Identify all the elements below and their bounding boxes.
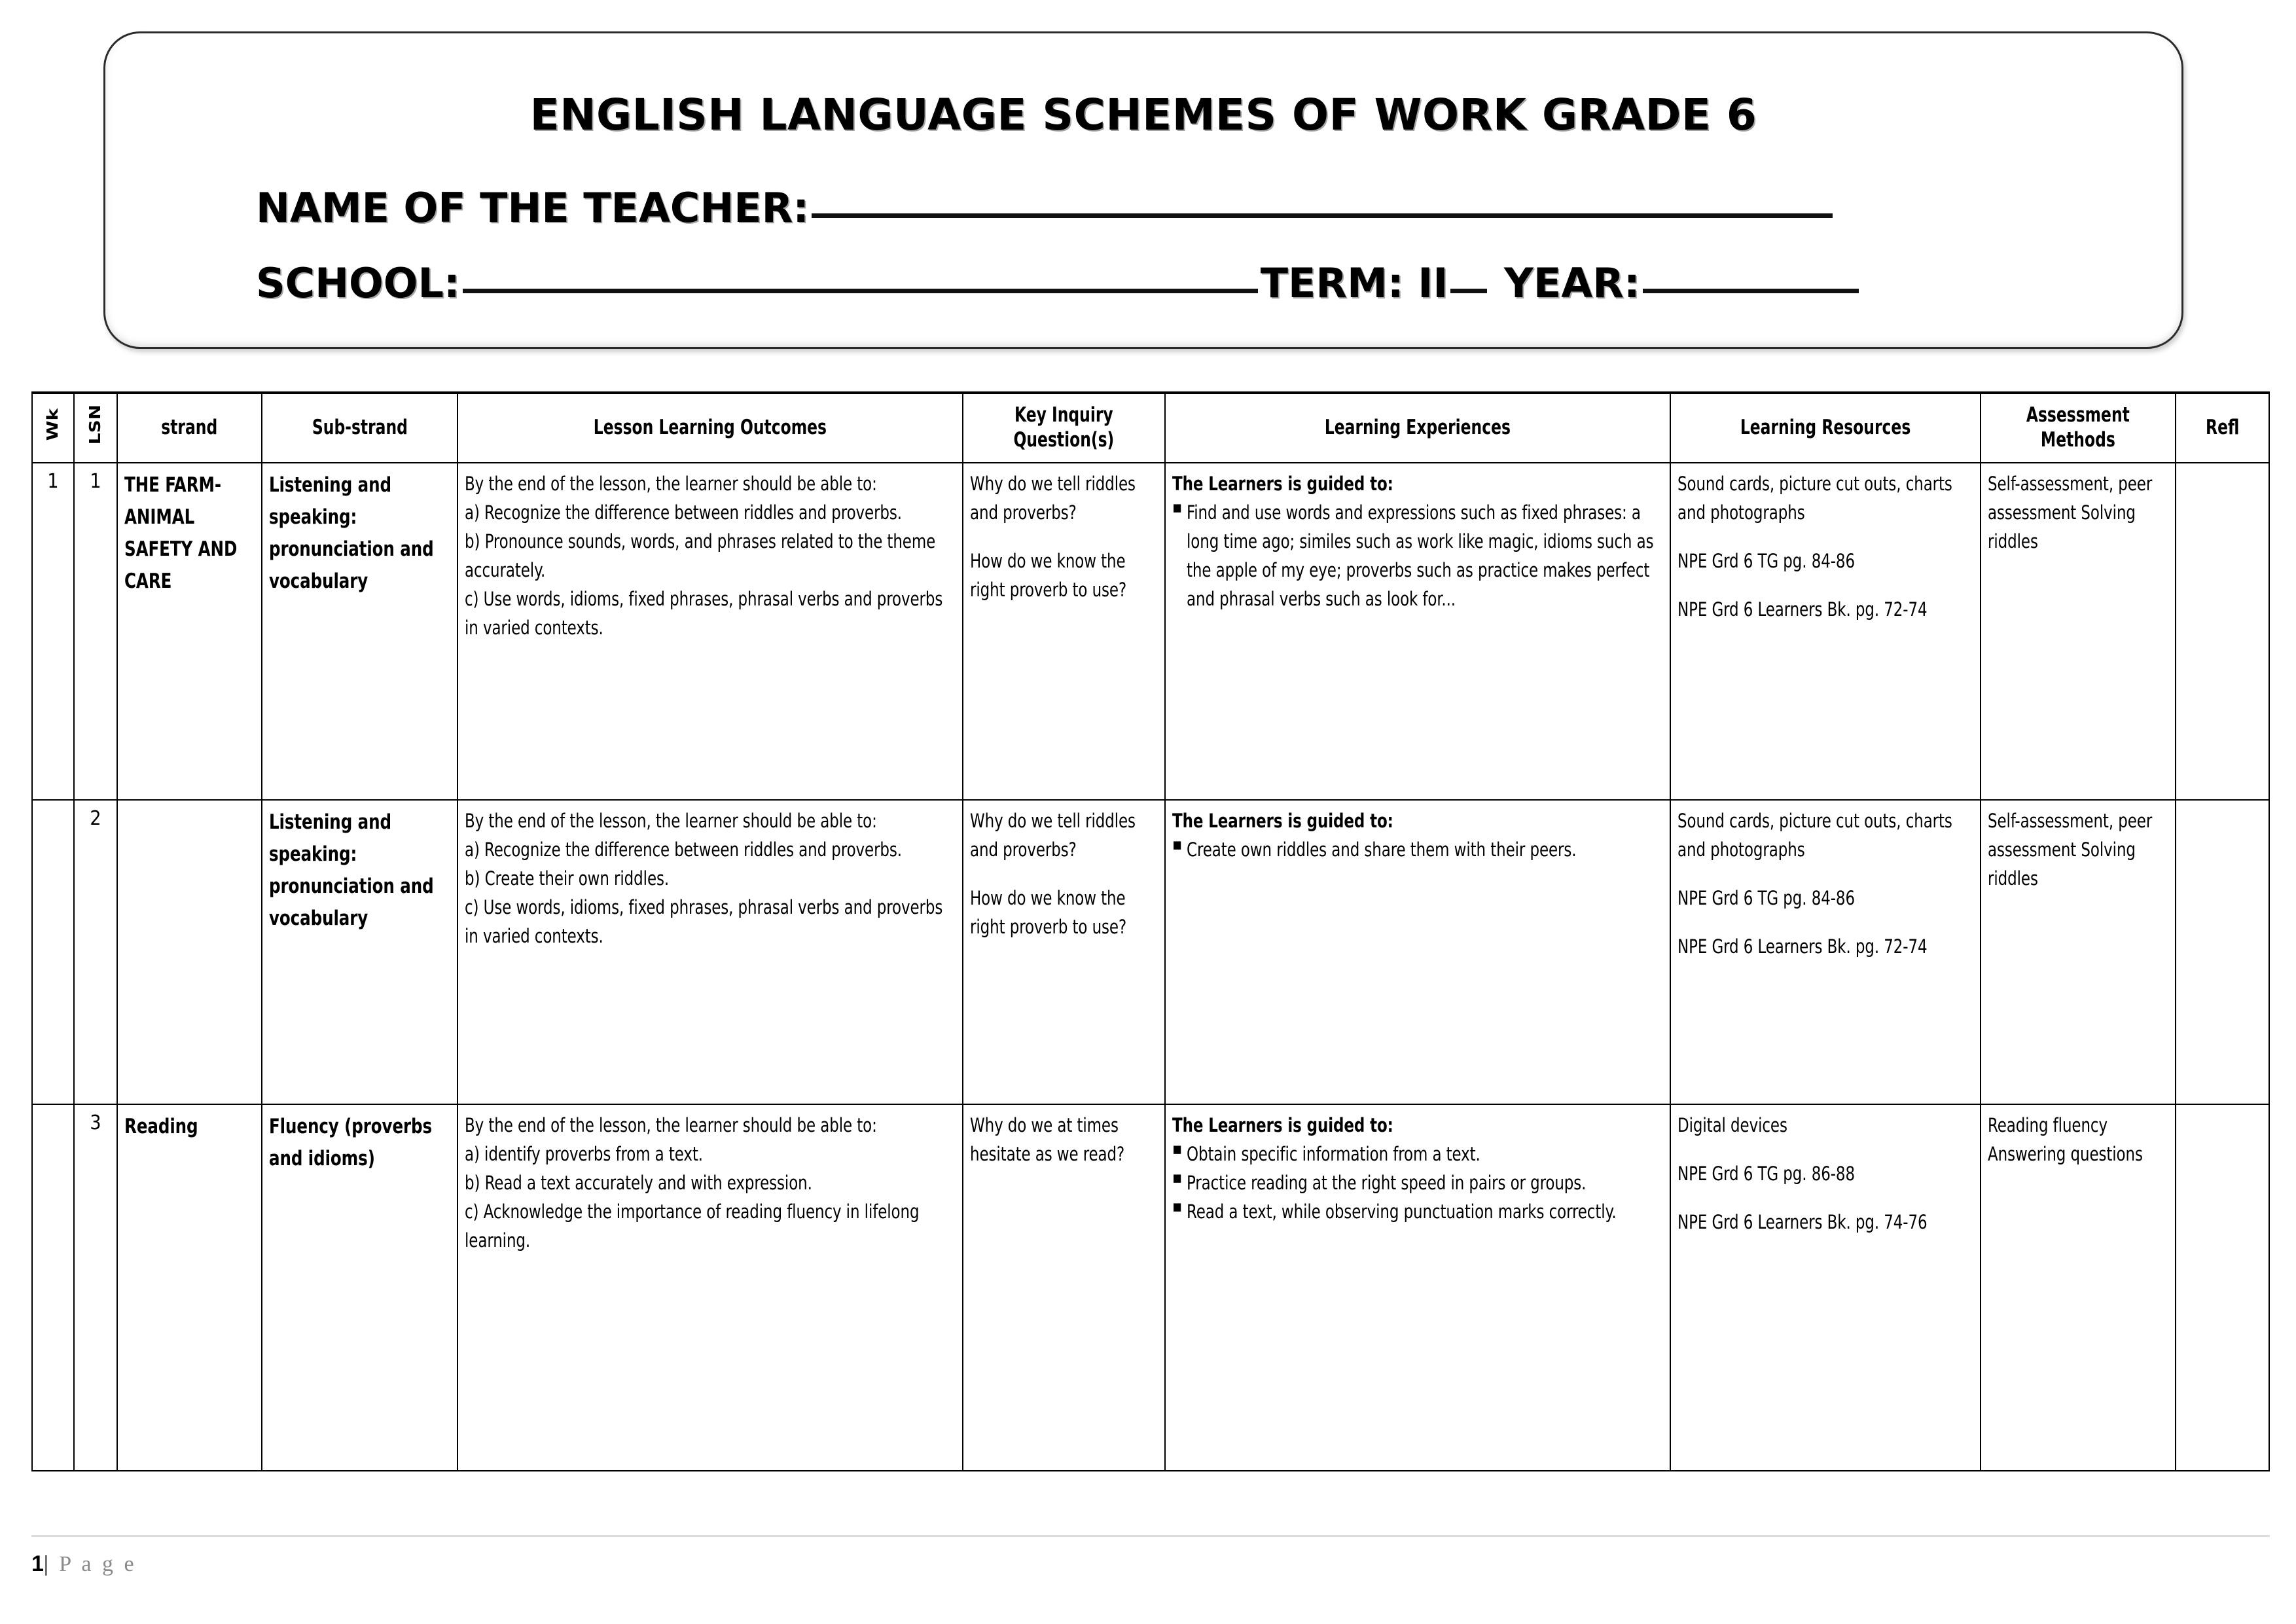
cell-text: NPE Grd 6 Learners Bk. pg. 72-74 [1677,598,1928,621]
cell-learning-resources [1670,800,1981,1104]
teacher-field-line [256,184,1835,232]
cell-learning-resources [1670,463,1981,800]
column-header-key-inquiry-questions: Key Inquiry Question(s) [979,393,1149,463]
table-row [32,1104,2269,1471]
cell-assessment-methods [1981,463,2176,800]
table-header-row [32,393,2269,463]
cell-strand [117,1104,262,1471]
teacher-label: NAME OF THE TEACHER: [256,184,810,232]
cell-key-inquiry-question [963,463,1165,800]
column-header-assessment-methods: Assessment Methods [1996,393,2160,463]
cell-text: By the end of the lesson, the learner should be able to: [465,472,878,495]
school-input-rule[interactable] [463,289,1258,293]
cell-text: c) Use words, idioms, fixed phrases, phrasal verbs and proverbs in varied contexts. [465,587,943,640]
spacer [970,864,1158,884]
cell-text: Why do we tell riddles and proverbs? [970,472,1136,524]
table-row [32,800,2269,1104]
cell-learning-experiences [1165,800,1670,1104]
cell-sub-strand [262,463,458,800]
cell-learning-resources [1670,1104,1981,1471]
cell-text: Reading [124,1114,198,1138]
table-body [32,463,2269,1471]
table-row [32,463,2269,800]
banner-box [103,31,2183,349]
cell-assessment-methods [1981,1104,2176,1471]
column-header-lesson [77,393,114,463]
cell-text: NPE Grd 6 TG pg. 84-86 [1677,549,1855,572]
column-header-learning-resources: Learning Resources [1695,393,1956,463]
cell-text: Listening and speaking: pronunciation and vocabulary [268,473,434,593]
cell-learning-experiences [1165,1104,1670,1471]
cell-text: The Learners is guided to: [1172,1113,1393,1136]
cell-week: 1 [32,463,74,800]
column-header-lesson-learning-outcomes: Lesson Learning Outcomes [498,393,922,463]
spacer [1677,912,1973,932]
cell-text: Digital devices [1677,1113,1787,1136]
footer-separator: | [43,1552,51,1576]
cell-lesson: 1 [74,463,117,800]
cell-text: a) identify proverbs from a text. [465,1142,704,1165]
cell-reflection[interactable] [2176,463,2269,800]
cell-sub-strand [262,800,458,1104]
spacer [1677,1188,1973,1208]
year-input-rule[interactable] [1643,289,1859,293]
list-item [1172,1197,1663,1226]
cell-text: NPE Grd 6 Learners Bk. pg. 72-74 [1677,935,1928,958]
cell-text: By the end of the lesson, the learner should be able to: [465,1113,878,1136]
column-header-reflection: Refl [2183,393,2261,463]
list-item [1172,1168,1663,1197]
column-header-sub-strand: Sub-strand [278,393,442,463]
list-item [1172,1140,1663,1168]
cell-week [32,1104,74,1471]
cell-text: The Learners is guided to: [1172,809,1393,832]
cell-text: ▪ Read a text, while observing punctuation marks correctly. [1187,1200,1617,1223]
footer-page-word: P a g e [59,1552,137,1576]
spacer [1677,575,1973,595]
cell-text: b) Create their own riddles. [465,867,670,890]
spacer [1677,864,1973,884]
cell-text: Sound cards, picture cut outs, charts and photographs [1677,809,1952,861]
column-header-week [35,393,71,463]
cell-text: b) Pronounce sounds, words, and phrases related to the theme accurately. [465,530,936,581]
cell-text: ▪ Practice reading at the right speed in pairs or groups. [1187,1171,1587,1194]
cell-text: How do we know the right proverb to use? [970,549,1127,601]
learning-experience-list [1172,1140,1663,1226]
cell-text: Reading fluency Answering questions [1987,1113,2143,1165]
cell-text: Self-assessment, peer assessment Solving riddles [1987,809,2153,890]
cell-text: THE FARM- ANIMAL SAFETY AND CARE [124,473,238,593]
cell-lesson: 2 [74,800,117,1104]
page-footer [31,1535,2270,1577]
footer-page-number: 1 [31,1551,44,1576]
year-label: YEAR: [1503,259,1640,307]
cell-text: The Learners is guided to: [1172,472,1393,495]
spacer [1677,527,1973,547]
school-term-year-line [256,259,1861,307]
cell-reflection[interactable] [2176,800,2269,1104]
footer-divider [31,1535,2270,1537]
list-item [1172,835,1663,864]
column-header-week-label: Wk [43,408,62,441]
cell-lesson-learning-outcomes [457,800,963,1104]
teacher-input-rule[interactable] [812,213,1833,218]
cell-assessment-methods [1981,800,2176,1104]
cell-text: Sound cards, picture cut outs, charts and photographs [1677,472,1952,524]
column-header-learning-experiences: Learning Experiences [1206,393,1630,463]
footer-page-indicator [31,1551,2270,1577]
term-value: II [1418,259,1448,307]
cell-reflection[interactable] [2176,1104,2269,1471]
cell-text: ▪ Find and use words and expressions such as fixed phrases: a long time ago; similes such as work like magic, idioms such as the apple of my eye; proverbs such as practice makes perfect and phrasal verbs such as look for... [1187,501,1654,610]
cell-text: a) Recognize the difference between riddles and proverbs. [465,501,903,524]
cell-lesson-learning-outcomes [457,463,963,800]
cell-key-inquiry-question [963,800,1165,1104]
cell-text: NPE Grd 6 Learners Bk. pg. 74-76 [1677,1210,1928,1233]
column-header-strand: strand [129,393,250,463]
learning-experience-list [1172,498,1663,613]
cell-text: By the end of the lesson, the learner should be able to: [465,809,878,832]
cell-lesson: 3 [74,1104,117,1471]
document-header-banner [103,31,2183,349]
cell-text: Why do we tell riddles and proverbs? [970,809,1136,861]
cell-text: NPE Grd 6 TG pg. 84-86 [1677,886,1855,909]
cell-text: How do we know the right proverb to use? [970,886,1127,938]
page-title: ENGLISH LANGUAGE SCHEMES OF WORK GRADE 6 [529,90,1757,140]
spacer [970,527,1158,547]
learning-experience-list [1172,835,1663,864]
cell-lesson-learning-outcomes [457,1104,963,1471]
cell-text: Self-assessment, peer assessment Solving riddles [1987,472,2153,552]
spacer [1677,1140,1973,1159]
cell-key-inquiry-question [963,1104,1165,1471]
cell-text: Why do we at times hesitate as we read? [970,1113,1125,1165]
cell-text: a) Recognize the difference between riddles and proverbs. [465,838,903,861]
cell-text: c) Acknowledge the importance of reading fluency in lifelong learning. [465,1200,920,1252]
cell-text: NPE Grd 6 TG pg. 86-88 [1677,1162,1855,1185]
cell-sub-strand [262,1104,458,1471]
cell-text: ▪ Obtain specific information from a text. [1187,1142,1480,1165]
cell-text: Listening and speaking: pronunciation and vocabulary [268,810,434,930]
cell-learning-experiences [1165,463,1670,800]
cell-text: Fluency (proverbs and idioms) [268,1114,432,1170]
column-header-lesson-label: LSN [86,405,104,445]
term-input-rule[interactable] [1450,289,1487,293]
cell-text: c) Use words, idioms, fixed phrases, phrasal verbs and proverbs in varied contexts. [465,895,943,947]
school-label: SCHOOL: [256,259,460,307]
term-label: TERM: [1260,259,1404,307]
schemes-of-work-table [31,391,2270,1471]
cell-strand [117,800,262,1104]
cell-strand [117,463,262,800]
list-item [1172,498,1663,613]
cell-week [32,800,74,1104]
cell-text: ▪ Create own riddles and share them with their peers. [1187,838,1577,861]
cell-text: b) Read a text accurately and with expression. [465,1171,813,1194]
